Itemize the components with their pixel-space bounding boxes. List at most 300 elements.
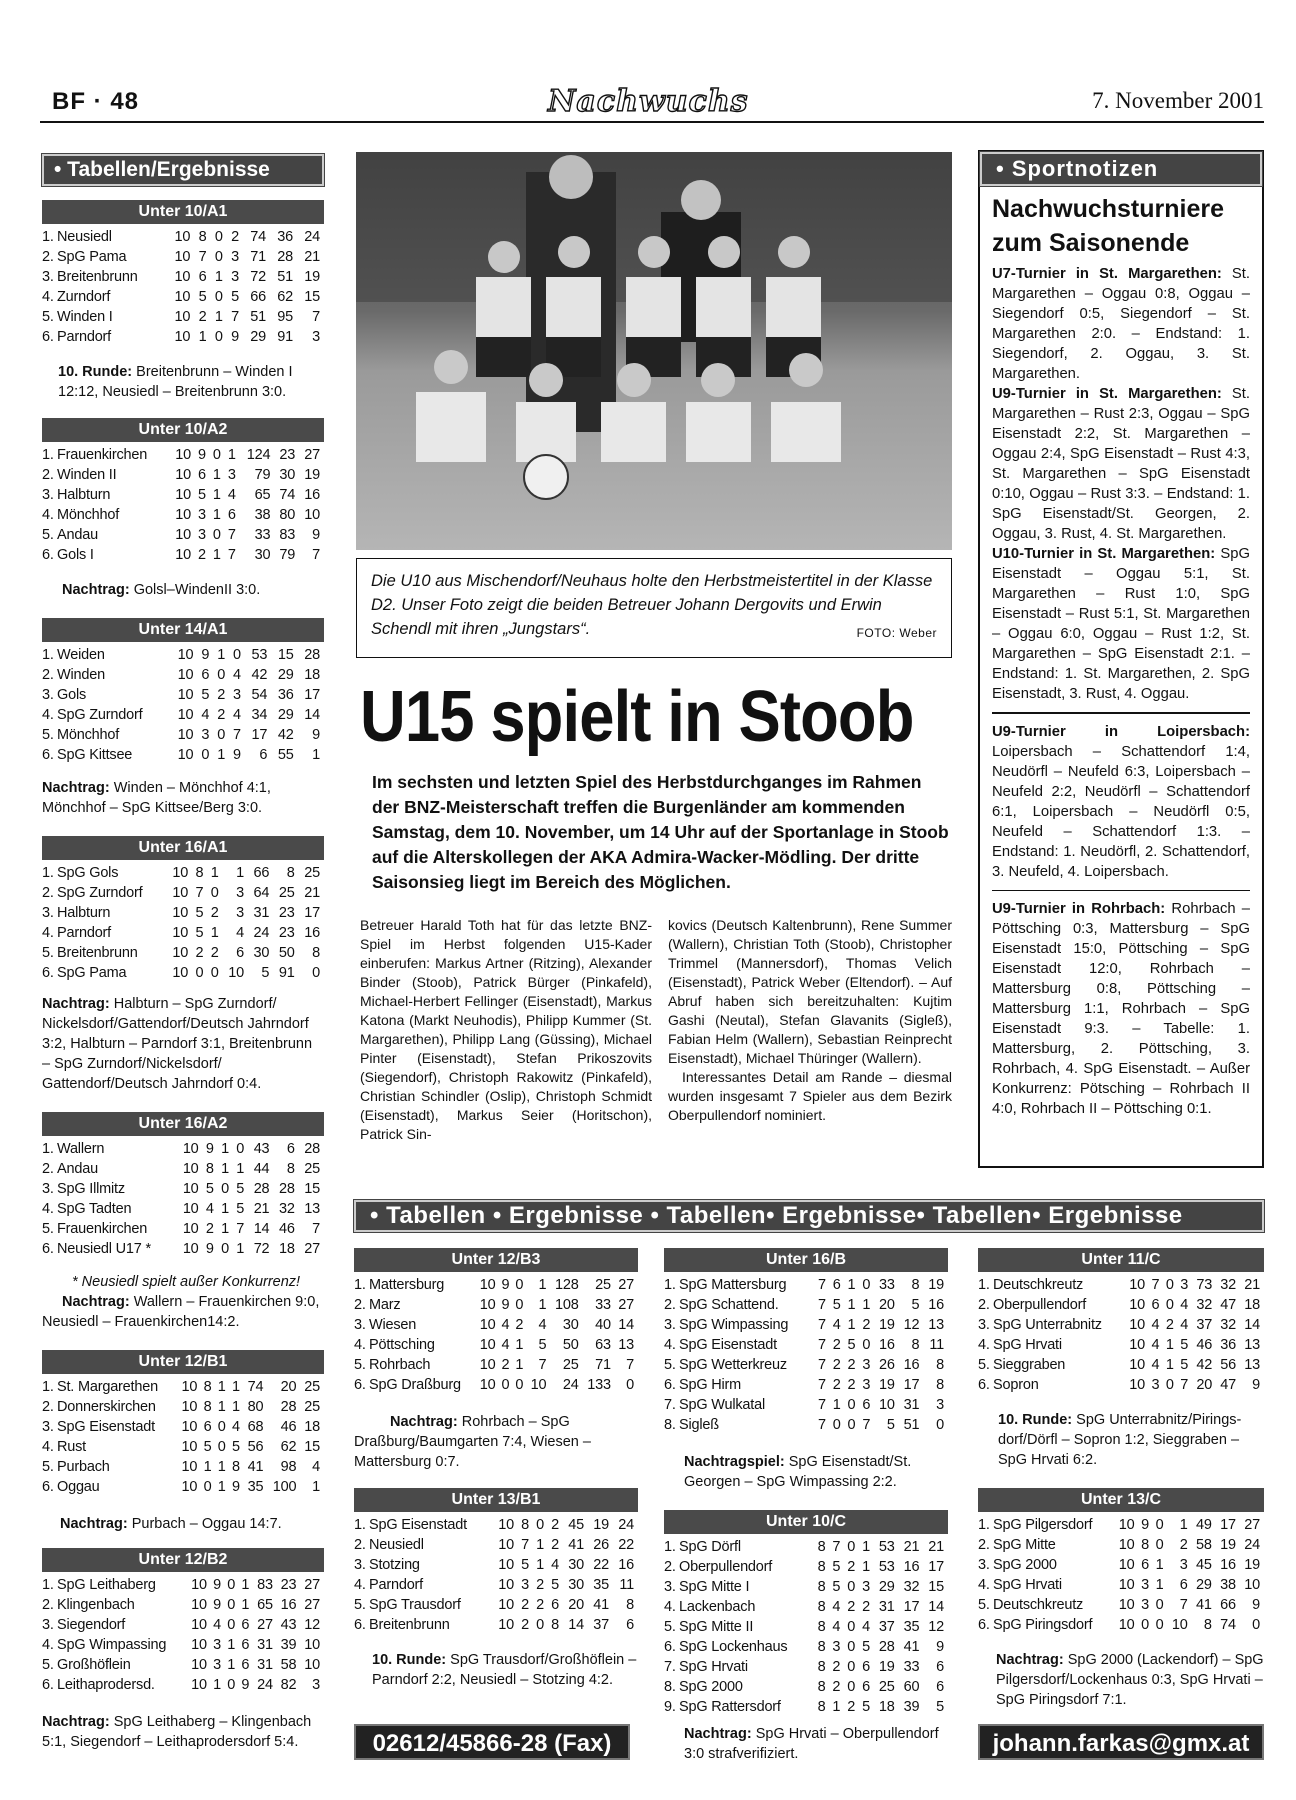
sportnotizen-banner: • Sportnotizen — [980, 152, 1262, 186]
stat-cell: 7 — [231, 309, 239, 325]
stat-cell: 10 — [174, 329, 191, 345]
sidebar-item-label: U9-Turnier in Loipersbach: — [992, 723, 1250, 740]
stat-cell: 28 — [304, 1141, 320, 1157]
stat-cell: 6 — [286, 1141, 295, 1157]
stat-cell: 0 — [847, 1539, 856, 1555]
stat-cell: 3 — [1180, 1277, 1189, 1293]
stat-cell: 7 — [817, 1397, 826, 1413]
stat-cell: 74 — [1220, 1617, 1236, 1633]
team-cell: Andau — [57, 527, 98, 543]
stat-cell: 36 — [277, 687, 294, 703]
table-row — [664, 1355, 948, 1375]
stat-cell: 10 — [177, 687, 194, 703]
team-cell: Marz — [369, 1297, 401, 1313]
stat-cell: 19 — [878, 1659, 895, 1675]
team-cell: SpG Hrvati — [679, 1659, 748, 1675]
team-cell: Winden — [57, 667, 105, 683]
rank-cell: 5. — [354, 1357, 366, 1373]
rank-cell: 2. — [664, 1559, 676, 1575]
stat-cell: 41 — [568, 1537, 584, 1553]
table-title: Unter 14/A1 — [42, 618, 324, 642]
stat-cell: 8 — [203, 1399, 212, 1415]
team-cell: Mönchhof — [57, 507, 120, 523]
table-row — [42, 465, 324, 485]
stat-cell: 21 — [304, 249, 320, 265]
stat-cell: 1 — [231, 1379, 240, 1395]
stat-cell: 1 — [212, 547, 221, 563]
stat-cell: 49 — [1196, 1517, 1212, 1533]
team-cell: SpG 2000 — [679, 1679, 743, 1695]
stat-cell: 5 — [198, 487, 206, 503]
note-label: Nachtrag: — [42, 1714, 110, 1730]
stat-cell: 0 — [214, 329, 223, 345]
table-u16a2 — [42, 1112, 324, 1259]
table-row — [42, 645, 324, 665]
table-row — [42, 923, 324, 943]
stat-cell: 10 — [479, 1337, 496, 1353]
stat-cell: 8 — [551, 1617, 559, 1633]
stat-cell: 4 — [1151, 1337, 1160, 1353]
table-row — [42, 1675, 324, 1695]
stat-cell: 0 — [1155, 1517, 1164, 1533]
rank-cell: 7. — [664, 1659, 676, 1675]
table-row — [978, 1275, 1264, 1295]
stat-cell: 10 — [479, 1377, 496, 1393]
table-row — [42, 1615, 324, 1635]
stat-cell: 20 — [1196, 1377, 1213, 1393]
table-row — [354, 1575, 638, 1595]
stat-cell: 83 — [257, 1577, 273, 1593]
stat-cell: 23 — [279, 447, 296, 463]
stat-cell: 6 — [201, 667, 210, 683]
stat-cell: 6 — [936, 1679, 944, 1695]
stat-cell: 1 — [241, 1597, 250, 1613]
table-title: Unter 16/B — [664, 1248, 948, 1272]
rank-cell: 6. — [42, 547, 54, 563]
stat-cell: 0 — [626, 1377, 634, 1393]
stat-cell: 16 — [1220, 1557, 1236, 1573]
stat-cell: 2 — [847, 1699, 856, 1715]
stat-cell: 4 — [1151, 1357, 1160, 1373]
sidebar-item — [980, 544, 1262, 704]
stat-cell: 0 — [536, 1617, 544, 1633]
stat-cell: 19 — [304, 467, 320, 483]
note-text: Wallern – Frauenkirchen 9:0, Neusiedl – Frauenkirchen14:2. — [42, 1294, 320, 1330]
team-cell: Purbach — [57, 1459, 110, 1475]
standings-table — [354, 1275, 638, 1395]
stat-cell: 0 — [847, 1679, 856, 1695]
stat-cell: 30 — [568, 1557, 584, 1573]
rank-cell: 4. — [978, 1337, 990, 1353]
stat-cell: 1 — [241, 1577, 250, 1593]
note-label: 10. Runde: — [58, 364, 133, 380]
article-headline: U15 spielt in Stoob — [360, 677, 914, 757]
team-cell: Mönchhof — [57, 727, 120, 743]
stat-cell: 0 — [210, 965, 219, 981]
stat-cell: 11 — [929, 1337, 944, 1353]
stat-cell: 10 — [181, 1399, 198, 1415]
stat-cell: 2 — [198, 309, 207, 325]
stat-cell: 7 — [817, 1377, 826, 1393]
table-row — [354, 1295, 638, 1315]
stat-cell: 43 — [280, 1617, 297, 1633]
rank-cell: 5. — [42, 1657, 54, 1673]
rank-cell: 4. — [664, 1337, 676, 1353]
team-cell: SpG Zurndorf — [57, 707, 143, 723]
team-cell: SpG Mattersburg — [679, 1277, 787, 1293]
rank-cell: 6. — [42, 329, 54, 345]
stat-cell: 10 — [181, 1459, 198, 1475]
stat-cell: 1 — [1165, 1337, 1174, 1353]
team-cell: SpG Schattend. — [679, 1297, 779, 1313]
team-cell: SpG Zurndorf — [57, 885, 143, 901]
stat-cell: 0 — [847, 1659, 856, 1675]
stat-cell: 10 — [172, 905, 189, 921]
stat-cell: 0 — [227, 1577, 236, 1593]
stat-cell: 10 — [1129, 1337, 1145, 1353]
stat-cell: 8 — [817, 1599, 826, 1615]
stat-cell: 16 — [618, 1557, 634, 1573]
stat-cell: 6 — [936, 1659, 944, 1675]
rank-cell: 3. — [354, 1557, 366, 1573]
stat-cell: 3 — [862, 1357, 871, 1373]
table-row — [354, 1355, 638, 1375]
stat-cell: 18 — [878, 1699, 895, 1715]
stat-cell: 10 — [498, 1597, 514, 1613]
stat-cell: 14 — [568, 1617, 584, 1633]
standings-table — [664, 1537, 948, 1717]
table-row — [978, 1295, 1264, 1315]
stat-cell: 27 — [304, 1241, 320, 1257]
note-text: Winden – Mönchhof 4:1, Mönchhof – SpG Kittsee/Berg 3:0. — [42, 780, 271, 816]
stat-cell: 16 — [879, 1337, 895, 1353]
team-cell: Rohrbach — [369, 1357, 431, 1373]
stat-cell: 10 — [479, 1317, 496, 1333]
table-row — [42, 1179, 324, 1199]
team-cell: Klingenbach — [57, 1597, 135, 1613]
stat-cell: 0 — [1155, 1597, 1164, 1613]
table-title: Unter 12/B3 — [354, 1248, 638, 1272]
stat-cell: 0 — [236, 1141, 245, 1157]
standings-table — [978, 1515, 1264, 1635]
stat-cell: 27 — [1244, 1517, 1260, 1533]
stat-cell: 8 — [817, 1639, 826, 1655]
stat-cell: 14 — [253, 1221, 270, 1237]
stat-cell: 16 — [928, 1297, 944, 1313]
stat-cell: 2 — [210, 945, 219, 961]
stat-cell: 10 — [177, 727, 194, 743]
stat-cell: 10 — [1118, 1577, 1135, 1593]
stat-cell: 25 — [304, 865, 320, 881]
stat-cell: 15 — [304, 289, 320, 305]
section-title: Nachwuchs — [548, 84, 749, 119]
stat-cell: 95 — [277, 309, 293, 325]
stat-cell: 3 — [1179, 1557, 1188, 1573]
stat-cell: 25 — [278, 885, 295, 901]
stat-cell: 74 — [247, 1379, 264, 1395]
stat-cell: 17 — [304, 905, 320, 921]
stat-cell: 0 — [832, 1417, 841, 1433]
stat-cell: 4 — [1180, 1297, 1189, 1313]
stat-cell: 7 — [626, 1357, 634, 1373]
stat-cell: 10 — [498, 1517, 514, 1533]
rank-cell: 1. — [42, 647, 54, 663]
stat-cell: 0 — [217, 667, 226, 683]
stat-cell: 56 — [1220, 1357, 1236, 1373]
team-cell: SpG Hirm — [679, 1377, 742, 1393]
stat-cell: 0 — [847, 1579, 856, 1595]
stat-cell: 19 — [1244, 1557, 1260, 1573]
table-row — [664, 1335, 948, 1355]
stat-cell: 53 — [878, 1559, 895, 1575]
stat-cell: 3 — [236, 885, 244, 901]
stat-cell: 2 — [847, 1559, 856, 1575]
table-row — [664, 1697, 948, 1717]
stat-cell: 79 — [279, 547, 296, 563]
stat-cell: 7 — [817, 1357, 826, 1373]
stat-cell: 1 — [227, 1637, 236, 1653]
stat-cell: 4 — [231, 1419, 240, 1435]
stat-cell: 17 — [903, 1377, 920, 1393]
rank-cell: 3. — [978, 1317, 990, 1333]
table-row — [664, 1577, 948, 1597]
stat-cell: 9 — [201, 647, 210, 663]
note-label: Nachtrag: — [42, 780, 110, 796]
stat-cell: 7 — [817, 1317, 826, 1333]
team-cell: SpG Lockenhaus — [679, 1639, 788, 1655]
photo-credit: FOTO: Weber — [856, 626, 937, 640]
stat-cell: 3 — [236, 905, 244, 921]
stat-cell: 1 — [515, 1357, 524, 1373]
team-cell: Andau — [57, 1161, 98, 1177]
stat-cell: 5 — [521, 1557, 529, 1573]
stat-cell: 17 — [251, 727, 268, 743]
note-label: Nachtrag: — [996, 1652, 1064, 1668]
stat-cell: 53 — [251, 647, 268, 663]
rank-cell: 6. — [978, 1617, 990, 1633]
team-cell: Oberpullendorf — [993, 1297, 1087, 1313]
rank-cell: 2. — [42, 249, 54, 265]
table-row — [664, 1295, 948, 1315]
stat-cell: 8 — [817, 1619, 826, 1635]
stat-cell: 4 — [1151, 1317, 1160, 1333]
rank-cell: 2. — [978, 1537, 990, 1553]
stat-cell: 3 — [1141, 1597, 1150, 1613]
note-label: Nachtrag: — [62, 582, 130, 598]
stat-cell: 9 — [233, 747, 241, 763]
article-column-2-p1: kovics (Deutsch Kaltenbrunn), Rene Summer (Wallern), Christian Toth (Stoob), Christopher Trimmel (Mannersdorf), Thomas Velich (Eisenstadt), Patrick Weber (Eltendorf). – Auf Abruf haben sich bereitzuhalten: Kujtim Gashi (Neutal), Stefan Glavanits (Sigleß), Fabian Helm (Wallern), Sebastian Reinprecht Eisenstadt), Michael Thüringer (Wallern). — [668, 917, 952, 1066]
team-cell: SpG Wulkatal — [679, 1397, 765, 1413]
stat-cell: 2 — [501, 1357, 510, 1373]
stat-cell: 36 — [1220, 1337, 1236, 1353]
stat-cell: 3 — [936, 1397, 944, 1413]
table-title: Unter 12/B1 — [42, 1350, 324, 1374]
stat-cell: 3 — [862, 1377, 871, 1393]
stat-cell: 42 — [251, 667, 268, 683]
stat-cell: 74 — [250, 229, 266, 245]
stat-cell: 133 — [587, 1377, 611, 1393]
stat-cell: 4 — [236, 925, 244, 941]
rank-cell: 4. — [42, 507, 54, 523]
table-row — [664, 1677, 948, 1697]
rank-cell: 1. — [354, 1517, 366, 1533]
table-row — [42, 1239, 324, 1259]
stat-cell: 9 — [241, 1677, 250, 1693]
stat-cell: 24 — [304, 229, 320, 245]
team-cell: Deutschkreutz — [993, 1277, 1084, 1293]
stat-cell: 0 — [221, 1181, 229, 1197]
rank-cell: 2. — [42, 1597, 54, 1613]
stat-cell: 10 — [174, 309, 191, 325]
stat-cell: 9 — [312, 727, 320, 743]
sidebar-divider — [992, 890, 1250, 892]
stat-cell: 0 — [227, 1677, 236, 1693]
stat-cell: 2 — [847, 1377, 856, 1393]
tables-banner: • Tabellen/Ergebnisse — [42, 154, 324, 186]
team-cell: Sieggraben — [993, 1357, 1066, 1373]
team-cell: Oggau — [57, 1479, 100, 1495]
rank-cell: 4. — [42, 707, 54, 723]
stat-cell: 32 — [903, 1579, 920, 1595]
table-row — [42, 267, 324, 287]
stat-cell: 6 — [259, 747, 268, 763]
stat-cell: 10 — [191, 1597, 207, 1613]
stat-cell: 25 — [304, 1379, 320, 1395]
stat-cell: 41 — [903, 1639, 920, 1655]
rank-cell: 2. — [42, 885, 54, 901]
rank-cell: 1. — [664, 1539, 676, 1555]
stat-cell: 9 — [1252, 1377, 1260, 1393]
table-row — [42, 725, 324, 745]
note-u10c — [664, 1724, 948, 1764]
stat-cell: 8 — [203, 1379, 212, 1395]
stat-cell: 7 — [817, 1297, 826, 1313]
stat-cell: 10 — [479, 1357, 496, 1373]
table-row — [42, 247, 324, 267]
stat-cell: 0 — [312, 965, 320, 981]
stat-cell: 7 — [233, 727, 241, 743]
stat-cell: 7 — [312, 309, 320, 325]
table-row — [664, 1395, 948, 1415]
rank-cell: 6. — [42, 965, 54, 981]
stat-cell: 0 — [1155, 1537, 1164, 1553]
stat-cell: 58 — [280, 1657, 297, 1673]
stat-cell: 9 — [205, 1141, 214, 1157]
stat-cell: 1 — [214, 309, 223, 325]
table-title: Unter 12/B2 — [42, 1548, 324, 1572]
stat-cell: 10 — [498, 1537, 514, 1553]
stat-cell: 43 — [253, 1141, 270, 1157]
table-u13c — [978, 1488, 1264, 1635]
table-row — [664, 1637, 948, 1657]
stat-cell: 8 — [936, 1377, 944, 1393]
stat-cell: 4 — [538, 1317, 547, 1333]
stat-cell: 4 — [551, 1557, 559, 1573]
stat-cell: 8 — [1203, 1617, 1212, 1633]
stat-cell: 9 — [1141, 1517, 1150, 1533]
rank-cell: 3. — [978, 1557, 990, 1573]
stat-cell: 6 — [236, 945, 244, 961]
rank-cell: 2. — [978, 1297, 990, 1313]
stat-cell: 62 — [277, 289, 293, 305]
stat-cell: 9 — [936, 1639, 944, 1655]
team-cell: SpG Unterrabnitz — [993, 1317, 1102, 1333]
stat-cell: 10 — [479, 1277, 496, 1293]
rank-cell: 5. — [42, 945, 54, 961]
stat-cell: 6 — [551, 1597, 559, 1613]
stat-cell: 8 — [231, 1459, 240, 1475]
stat-cell: 10 — [1129, 1377, 1145, 1393]
stat-cell: 5 — [236, 1181, 245, 1197]
team-cell: SpG Pama — [57, 965, 127, 981]
stat-cell: 29 — [277, 707, 294, 723]
team-cell: Halbturn — [57, 905, 111, 921]
stat-cell: 10 — [879, 1397, 895, 1413]
stat-cell: 7 — [236, 1221, 245, 1237]
table-u10c — [664, 1510, 948, 1717]
team-cell: Lackenbach — [679, 1599, 756, 1615]
stat-cell: 39 — [280, 1637, 297, 1653]
stat-cell: 14 — [618, 1317, 634, 1333]
stat-cell: 10 — [175, 467, 191, 483]
stat-cell: 5 — [231, 289, 239, 305]
stat-cell: 55 — [277, 747, 294, 763]
table-row — [664, 1315, 948, 1335]
stat-cell: 10 — [228, 965, 244, 981]
stat-cell: 16 — [280, 1597, 297, 1613]
stat-cell: 80 — [247, 1399, 264, 1415]
note-label: Nachtrag: — [62, 1294, 130, 1310]
rank-cell: 7. — [664, 1397, 676, 1413]
rank-cell: 2. — [42, 1161, 54, 1177]
team-cell: Pöttsching — [369, 1337, 435, 1353]
rank-cell: 3. — [42, 487, 54, 503]
sidebar-item — [980, 384, 1262, 544]
stat-cell: 6 — [241, 1637, 250, 1653]
note-label: Nachtrag: — [684, 1726, 752, 1742]
stat-cell: 1 — [1155, 1557, 1164, 1573]
stat-cell: 42 — [277, 727, 294, 743]
stat-cell: 4 — [832, 1317, 841, 1333]
stat-cell: 28 — [278, 1181, 295, 1197]
stat-cell: 7 — [312, 547, 320, 563]
stat-cell: 6 — [203, 1419, 212, 1435]
stat-cell: 1 — [1179, 1517, 1188, 1533]
stat-cell: 4 — [205, 1201, 214, 1217]
rank-cell: 3. — [42, 1419, 54, 1435]
stat-cell: 1 — [217, 1379, 226, 1395]
table-row — [664, 1557, 948, 1577]
stat-cell: 28 — [304, 647, 320, 663]
table-row — [42, 1397, 324, 1417]
rank-cell: 5. — [354, 1597, 366, 1613]
rank-cell: 6. — [42, 1677, 54, 1693]
stat-cell: 1 — [862, 1539, 870, 1555]
stat-cell: 0 — [515, 1277, 524, 1293]
stat-cell: 30 — [254, 547, 271, 563]
table-u14a1 — [42, 618, 324, 765]
stat-cell: 9 — [213, 1597, 221, 1613]
stat-cell: 19 — [593, 1517, 609, 1533]
table-row — [42, 963, 324, 983]
stat-cell: 7 — [1179, 1597, 1188, 1613]
stat-cell: 2 — [551, 1537, 559, 1553]
stat-cell: 19 — [304, 269, 320, 285]
stat-cell: 66 — [1220, 1597, 1236, 1613]
stat-cell: 7 — [521, 1537, 529, 1553]
note-u13c — [978, 1650, 1264, 1710]
stat-cell: 2 — [536, 1597, 544, 1613]
